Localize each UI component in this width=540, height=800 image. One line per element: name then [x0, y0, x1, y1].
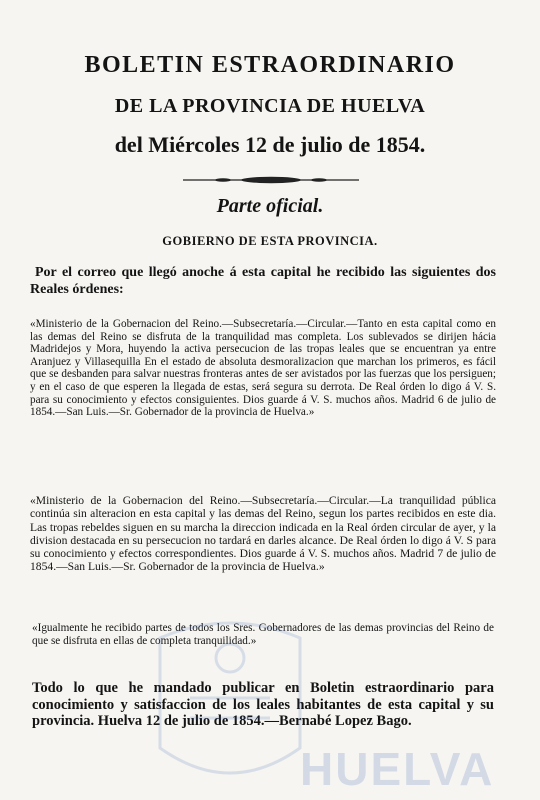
closing-paragraph: Todo lo que he mandado publicar en Boletin estraordinario para conocimiento y satisfaccion de los leales habitantes de esta capital y su provincia. Huelva 12 de julio de 1854.—Bernabé Lopez Bago. — [32, 680, 494, 729]
document-title: BOLETIN ESTRAORDINARIO — [84, 52, 456, 78]
intro-paragraph: Por el correo que llegó anoche á esta capital he recibido las siguientes dos Reales órdenes: — [30, 265, 496, 297]
section-title: Parte oficial. — [216, 195, 324, 217]
document-date: del Miércoles 12 de julio de 1854. — [114, 132, 426, 157]
watermark-text: HUELVA — [300, 743, 495, 795]
royal-order-1: «Ministerio de la Gobernacion del Reino.—Subsecretaría.—Circular.—Tanto en esta capital como en las demas del Reino se disfruta de la tranquilidad mas completa. Los sublevados se dirijen hácia Madridejos y Mora, huyendo la activa persecucion de las tropas leales que se encuentran ya entre Aranjuez y Villasequilla En el estado de absoluta desmoralizacion que marchan los primeros, es fácil que se desbanden para salvar nuestras fronteras antes de ser avistados por las fuerzas que los persiguen; y en el caso de que esperen la llegada de estas, será segura su derrota. De Real órden lo digo á V. S. para su conocimiento y efectos consiguientes. Dios guarde á V. S. muchos años. Madrid 6 de julio de 1854.—San Luis.—Sr. Gobernador de la provincia de Huelva.» — [30, 318, 496, 419]
governors-note: «Igualmente he recibido partes de todos los Sres. Gobernadores de las demas provincias del Reino de que se disfruta en ellas de completa tranquilidad.» — [32, 622, 494, 647]
royal-order-2: «Ministerio de la Gobernacion del Reino.—Subsecretaría.—Circular.—La tranquilidad pública continúa sin alteracion en esta capital y las demas del Reino, segun los partes recibidos en este dia. Las tropas rebeldes siguen en su marcha la direccion indicada en la Real órden circular de ayer, y la division destacada en su persecucion no tardará en darles alcance. De Real órden lo digo á V. S para su conocimiento y efectos correspondientes. Dios guarde á V. S. muchos años. Madrid 7 de julio de 1854.—San Luis.—Sr. Gobernador de la provincia de Huelva.» — [30, 494, 496, 574]
document-subtitle: DE LA PROVINCIA DE HUELVA — [114, 95, 426, 117]
ornament-divider — [183, 176, 359, 184]
section-authority: GOBIERNO DE ESTA PROVINCIA. — [162, 234, 378, 248]
